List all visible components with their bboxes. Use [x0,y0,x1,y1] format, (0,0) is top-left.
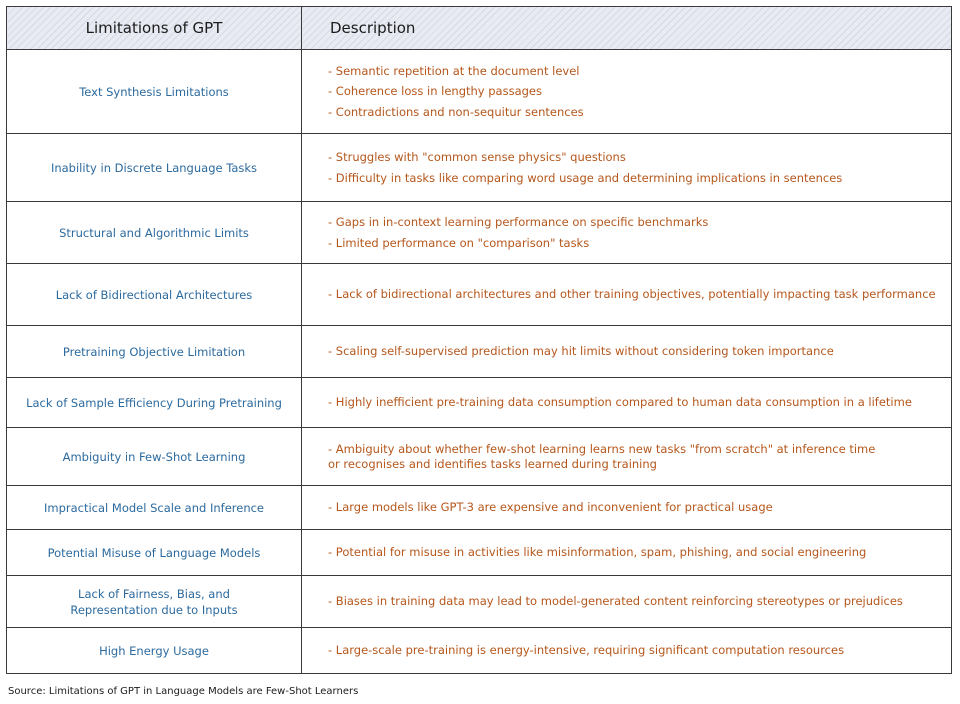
description-point: - Ambiguity about whether few-shot learning learns new tasks "from scratch" at inference time [328,441,876,456]
description-point: or recognises and identifies tasks learned during training [328,456,657,471]
description-cell [302,628,952,674]
table-row [7,486,952,530]
limitation-cell: Structural and Algorithmic Limits [7,202,302,264]
description-point: - Scaling self-supervised prediction may hit limits without considering token importance [328,344,834,359]
table-row [7,50,952,134]
table-header-row [7,7,952,50]
limitation-cell: Lack of Sample Efficiency During Pretraining [7,378,302,428]
description-point: - Potential for misuse in activities like misinformation, spam, phishing, and social engineering [328,545,867,560]
description-cell [302,326,952,378]
description-point: - Contradictions and non-sequitur sentences [328,104,584,119]
limitation-cell: Impractical Model Scale and Inference [7,486,302,530]
description-cell [302,134,952,202]
description-point: - Gaps in in-context learning performance on specific benchmarks [328,215,709,229]
limitation-cell: Text Synthesis Limitations [7,50,302,134]
description-cell [302,428,952,486]
table-row [7,530,952,576]
limitation-cell: Lack of Fairness, Bias, and Representation due to Inputs [7,576,302,628]
table-row [7,628,952,674]
column-header-limitations: Limitations of GPT [7,7,302,50]
description-cell [302,378,952,428]
description-point: - Large-scale pre-training is energy-intensive, requiring significant computation resources [328,643,845,658]
limitation-cell: Ambiguity in Few-Shot Learning [7,428,302,486]
description-point: - Difficulty in tasks like comparing word usage and determining implications in sentences [328,170,843,185]
source-caption: Source: Limitations of GPT in Language Models are Few-Shot Learners [8,686,359,697]
description-point: - Lack of bidirectional architectures and other training objectives, potentially impacting task performance [328,287,936,302]
description-point: - Biases in training data may lead to model-generated content reinforcing stereotypes or prejudices [328,594,903,609]
table-row [7,428,952,486]
description-point: - Coherence loss in lengthy passages [328,84,542,99]
table-row [7,202,952,264]
limitations-table [6,6,952,674]
description-cell [302,530,952,576]
limitation-cell: Pretraining Objective Limitation [7,326,302,378]
description-cell [302,486,952,530]
table-row [7,134,952,202]
description-cell [302,264,952,326]
description-point: - Limited performance on "comparison" tasks [328,235,590,250]
table-row [7,326,952,378]
limitation-cell: Inability in Discrete Language Tasks [7,134,302,202]
limitation-cell: High Energy Usage [7,628,302,674]
limitations-table-container [6,6,952,676]
description-point: - Highly inefficient pre-training data consumption compared to human data consumption in a lifetime [328,395,912,410]
table-row [7,576,952,628]
table-row [7,264,952,326]
description-point: - Large models like GPT-3 are expensive and inconvenient for practical usage [328,500,773,515]
description-point: - Struggles with "common sense physics" questions [328,150,626,164]
column-header-description: Description [302,7,952,50]
description-cell [302,50,952,134]
description-cell [302,202,952,264]
limitation-cell: Potential Misuse of Language Models [7,530,302,576]
table-row [7,378,952,428]
description-point: - Semantic repetition at the document level [328,63,580,78]
limitation-cell: Lack of Bidirectional Architectures [7,264,302,326]
description-cell [302,576,952,628]
